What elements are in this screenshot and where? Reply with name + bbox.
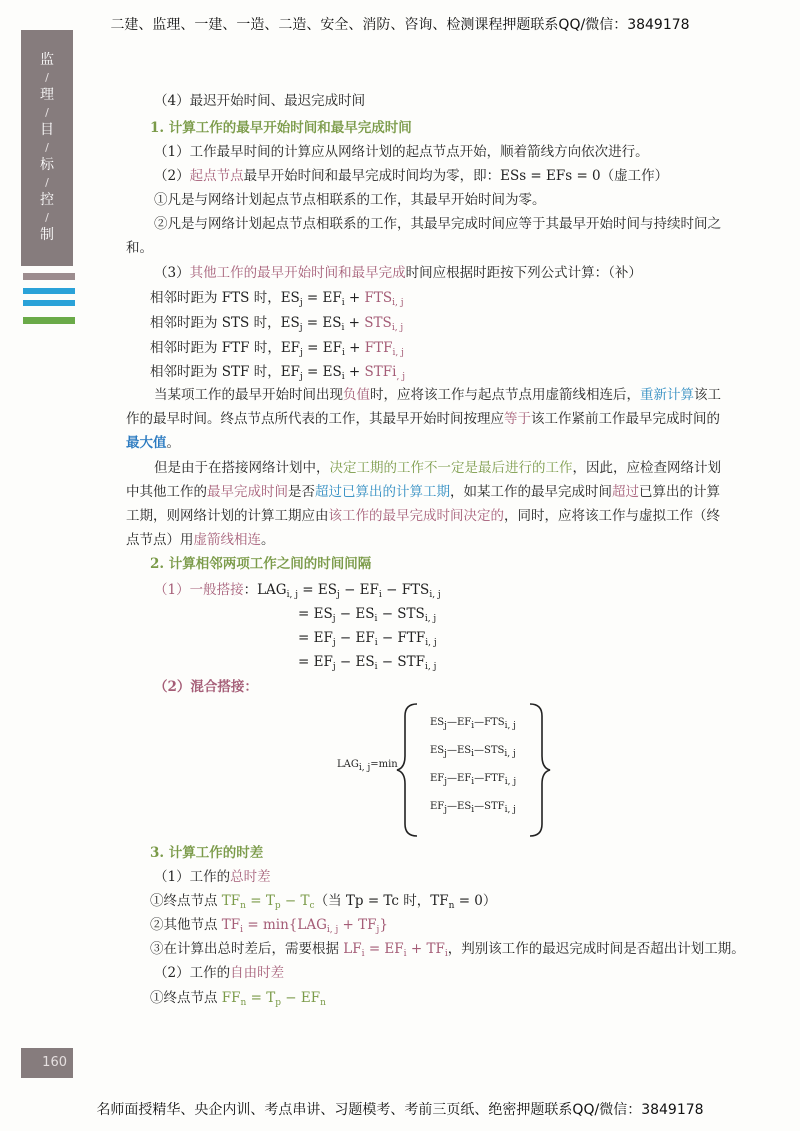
sidebar-char: 控	[40, 192, 54, 208]
sidebar-char: 监	[40, 52, 54, 68]
para-line: （1）工作的总时差	[154, 869, 271, 885]
formula-lag-fts: （1）一般搭接：$LAG_{i, j} = ES_j - EF_i - FTS_{i, j}$	[154, 582, 441, 600]
formula-lag-ftf: = $EF_j - EF_i - FTF_{i, j}$	[298, 630, 437, 648]
formula-ff-end: ①终点节点 $FF_n = T_p - EF_n$	[150, 990, 326, 1008]
para-line: 工期，则网络计划的计算工期应由该工作的最早完成时间决定的，同时，应将该工作与虚拟工作（终	[126, 508, 720, 524]
sidebar-color-stripes	[23, 273, 75, 333]
formula-tf-other: ②其他节点 $TF_i = \min\{LAG_{i, j} + TF_j\}$	[150, 917, 388, 935]
formula-tf-end: ①终点节点 $TF_n = T_p - T_c$（当 Tp = Tc 时，$TF_n = 0$）	[150, 893, 497, 911]
para-line: （4）最迟开始时间、最迟完成时间	[154, 93, 366, 109]
para-line: 作的最早时间。终点节点所代表的工作，其最早开始时间按理应等于该工作紧前工作最早完成时间的	[126, 411, 720, 427]
sidebar-char: 制	[40, 227, 54, 243]
para-line: 最大值。	[126, 435, 180, 451]
footer-banner: 名师面授精华、央企内训、考点串讲、习题模考、考前三页纸、绝密押题联系QQ/微信：3849178	[96, 1102, 704, 1118]
min-term: $ES_j—EF_i—FTS_{i, j}$	[430, 717, 516, 731]
formula-ftf: 相邻时距为 FTF 时，$EF_j = EF_i + FTF_{i, j}$	[150, 340, 404, 358]
section-heading: 2. 计算相邻两项工作之间的时间间隔	[150, 556, 372, 572]
para-line: 但是由于在搭接网络计划中，决定工期的工作不一定是最后进行的工作，因此，应检查网络计划	[154, 460, 721, 476]
para-line: 中其他工作的最早完成时间是否超过已算出的计算工期，如某工作的最早完成时间超过已算出的计算	[126, 484, 720, 500]
sidebar-char: 标	[40, 157, 54, 173]
formula-lag-stf: = $EF_j - ES_i - STF_{i, j}$	[298, 654, 437, 672]
section-heading: 1. 计算工作的最早开始时间和最早完成时间	[150, 120, 412, 136]
para-line: ②凡是与网络计划起点节点相联系的工作，其最早完成时间应等于其最早开始时间与持续时间之	[154, 216, 721, 232]
page-number: 160	[21, 1048, 73, 1078]
min-term: $EF_j—EF_i—FTF_{i, j}$	[430, 773, 517, 787]
para-line: （2）起点节点最早开始时间和最早完成时间均为零，即：ESs = EFs = 0（虚工作）	[154, 168, 669, 184]
formula-stf: 相邻时距为 STF 时，$EF_j = ES_i$ + STFi$_{, j}$	[150, 364, 405, 382]
para-line: 点节点）用虚箭线相连。	[126, 532, 275, 548]
formula-sts: 相邻时距为 STS 时，$ES_j = ES_i + STS_{i, j}$	[150, 315, 404, 333]
sidebar-chapter-label: 监 / 理 / 目 / 标 / 控 / 制	[21, 30, 73, 266]
sidebar-char: 目	[40, 122, 54, 138]
header-banner: 二建、监理、一建、一造、二造、安全、消防、咨询、检测课程押题联系QQ/微信：3849178	[110, 17, 690, 33]
formula-lag-sts: = $ES_j - ES_i - STS_{i, j}$	[298, 606, 437, 624]
subsection-heading: （2）混合搭接：	[154, 679, 258, 695]
para-line: ③在计算出总时差后，需要根据 $LF_i = EF_i + TF_i$，判别该工作的最迟完成时间是否超出计划工期。	[150, 941, 745, 959]
para-line: （1）工作最早时间的计算应从网络计划的起点节点开始，顺着箭线方向依次进行。	[154, 144, 649, 160]
para-line: （3）其他工作的最早开始时间和最早完成时间应根据时距按下列公式计算：（补）	[154, 265, 642, 281]
para-line: 当某项工作的最早开始时间出现负值时，应将该工作与起点节点用虚箭线相连后，重新计算该工	[154, 387, 721, 403]
para-line: 和。	[126, 240, 153, 256]
formula-lag-min: $LAG_{i, j}=\min$	[337, 759, 398, 773]
sidebar-char: 理	[40, 87, 54, 103]
min-term: $EF_j—ES_i—STF_{i, j}$	[430, 801, 516, 815]
para-line: ①凡是与网络计划起点节点相联系的工作，其最早开始时间为零。	[154, 192, 546, 208]
para-line: （2）工作的自由时差	[154, 965, 285, 981]
section-heading: 3. 计算工作的时差	[150, 845, 264, 861]
min-term: $ES_j—ES_i—STS_{i, j}$	[430, 745, 516, 759]
formula-fts: 相邻时距为 FTS 时，$ES_j = EF_i + FTS_{i, j}$	[150, 290, 404, 308]
